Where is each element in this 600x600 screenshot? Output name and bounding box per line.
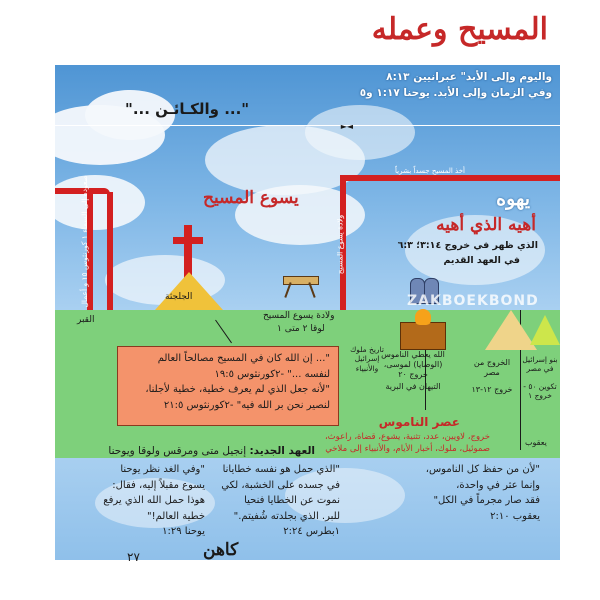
law-giving-label: الله يعطي الناموس (الوصايا) لموسى، خروج ٢٠ [381, 350, 445, 379]
arrow-marker: ◄► [340, 122, 353, 131]
exodus-label: الخروج من مصر [473, 358, 511, 377]
history-label: تاريخ ملوك إسرائيل والأنبياء [350, 345, 384, 373]
law-era-books: خروج، لاويين، عدد، تثنية، يشوع، قضاة، راعوث، صموئيل، ملوك، أخبار الأيام، والأنبياء إلى ملاخي [324, 432, 490, 454]
peter-quote-line: "الذي حمل هو نفسه خطايانا [222, 464, 340, 475]
james-quote-ref: يعقوب ٢:١٠ [490, 510, 540, 522]
new-testament-line [108, 445, 315, 457]
jacob-label: يعقوب [525, 438, 547, 447]
peter-quote [215, 462, 340, 540]
page [55, 10, 560, 570]
ascension-label: صعوده إلى السماء ١ كورنثوس ١٥ و أعمال [79, 175, 89, 308]
yahweh-appear-2: في العهد القديم [443, 255, 520, 266]
forever-label: "... والكـائـن ..." [125, 100, 250, 118]
exodus-ref: خروج ١٢-١٣ [471, 385, 513, 394]
birth-label: ولادة يسوع المسيح [263, 311, 335, 321]
yahweh-appear-1: الذي ظهر في خروج ٣:١٤؛ ٦:٣ [397, 240, 538, 251]
yahweh-top-note: أخذ المسيح جسداً بشرياً [395, 167, 465, 175]
james-quote-line: "لأن من حفظ كل الناموس، [425, 464, 540, 475]
priest-label: كاهن [203, 540, 239, 560]
golgotha-hill [155, 272, 223, 310]
peter-quote-line: للبر. الذي بجلدته شُفيتم." [233, 510, 340, 522]
peter-quote-line: في جسده على الخشبة، لكي [221, 479, 340, 491]
green-flag [530, 315, 560, 345]
john-quote [95, 462, 205, 540]
red-line-left-inner [107, 192, 113, 310]
red-line-right-top [340, 175, 560, 181]
manger-icon [283, 272, 317, 298]
peter-quote-line: نموت عن الخطايا فنحيا [244, 495, 340, 506]
john-quote-line: يسوع مقبلاً إليه، فقال: [112, 479, 205, 491]
wandering-label: التيهان في البرية [385, 382, 441, 391]
page-number: ٢٧ [127, 550, 140, 564]
new-testament-label: العهد الجديد: [249, 445, 315, 457]
incarnation-label: ولادة يسوع المسيح [335, 214, 345, 275]
bondage-ref: تكوين ٥٠ - خروج ١ [523, 382, 557, 401]
grave-label: القبر [77, 315, 95, 325]
bondage-label: بنو إسرائيل في مصر [522, 355, 558, 374]
james-quote-line: وإنما عثر في واحدة، [456, 479, 540, 491]
quote-line-4: لنصير نحن بر الله فيه" -٢كورنثوس ٢١:٥ [163, 399, 330, 411]
james-quote-line: فقد صار مجرماً في الكل" [433, 495, 540, 506]
john-quote-ref: يوحنا ١:٢٩ [162, 526, 205, 537]
header-verse-1: واليوم وإلى الأبد" عبرانيين ٨:١٣ [386, 71, 552, 83]
quote-line-3: "لأنه جعل الذي لم يعرف خطية، خطية لأجلنا، [145, 384, 330, 395]
reconciliation-quote-box [117, 346, 339, 426]
timeline-line [55, 125, 560, 126]
golgotha-label: الجلجثة [165, 292, 193, 302]
quote-line-1: "... إن الله كان في المسيح مصالحاً العالم [157, 353, 330, 364]
john-quote-line: هوذا حمل الله الذي يرفع [103, 495, 205, 506]
watermark-main: ZAKBOEKBOND [407, 293, 539, 309]
cloud [55, 175, 145, 230]
john-quote-line: "وفي الغد نظر يوحنا [120, 464, 205, 475]
john-quote-line: خطية العالم!" [147, 510, 205, 522]
james-quote [390, 462, 540, 524]
page-title: المسيح وعمله [371, 12, 548, 47]
birth-ref: لوقا ٢ متى ١ [277, 324, 325, 334]
quote-line-2: لنفسه ..." -٢كورنثوس ١٩:٥ [214, 368, 330, 380]
new-testament-books: إنجيل متى ومرقس ولوقا ويوحنا [108, 445, 247, 457]
ihyeh-title: أهيه الذي أهيه [436, 215, 536, 235]
jesus-christ-title: يسوع المسيح [203, 188, 299, 208]
altar-icon [400, 322, 446, 350]
peter-quote-ref: ١بطرس ٢:٢٤ [283, 526, 340, 537]
cloud [305, 105, 415, 160]
law-era-title: عصر الناموس [378, 415, 460, 429]
header-verse-2: وفي الزمان وإلى الأبد. يوحنا ١:١٧ و٥ [359, 87, 552, 99]
yahweh-title: يهوه [496, 188, 530, 210]
